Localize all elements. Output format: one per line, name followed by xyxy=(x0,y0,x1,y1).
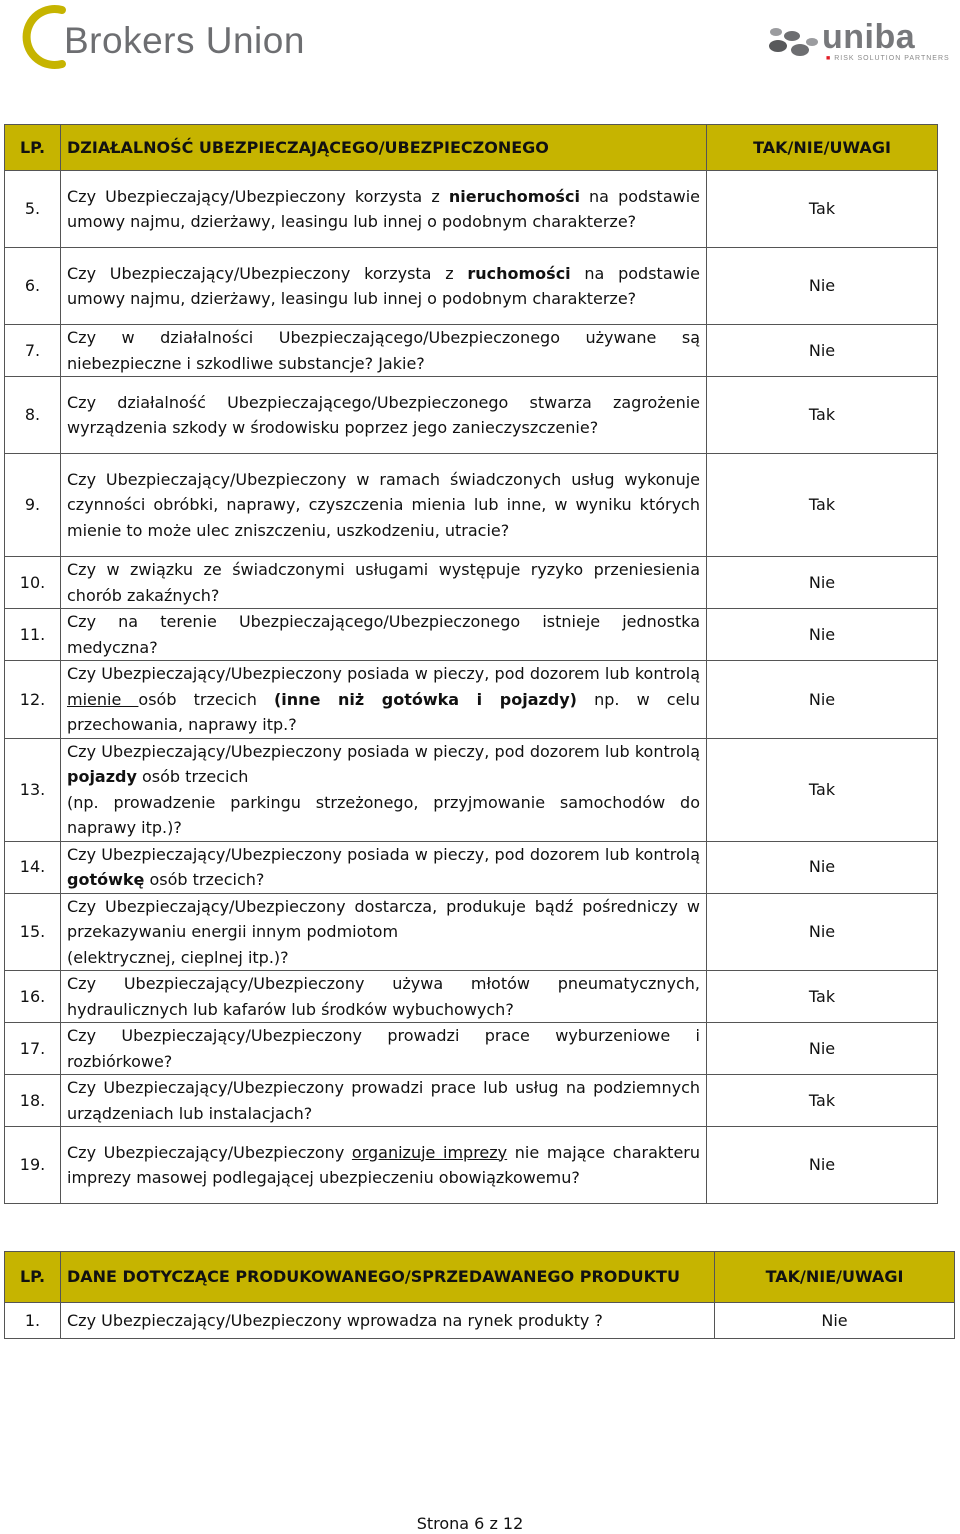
table-row xyxy=(5,1023,938,1075)
table-row xyxy=(5,661,938,739)
answer-cell: Tak xyxy=(707,377,938,454)
table-row xyxy=(5,171,938,248)
page-number: Strona 6 z 12 xyxy=(416,1514,524,1533)
uniba-logo xyxy=(766,18,956,68)
brokers-union-c-icon xyxy=(14,4,70,70)
row-number: 5. xyxy=(5,171,61,248)
row-number: 7. xyxy=(5,325,61,377)
table-row xyxy=(5,325,938,377)
row-number: 8. xyxy=(5,377,61,454)
product-table xyxy=(4,1251,955,1339)
question-cell: Czy Ubezpieczający/Ubezpieczony wprowadza na rynek produkty ? xyxy=(61,1303,715,1339)
question-cell: Czy Ubezpieczający/Ubezpieczony korzysta z ruchomości na podstawie umowy najmu, dzierżawy, leasingu lub innej o podobnym charakterze? xyxy=(61,248,707,325)
row-number: 13. xyxy=(5,738,61,841)
question-cell: Czy Ubezpieczający/Ubezpieczony posiada w pieczy, pod dozorem lub kontrolą gotówkę osób trzecich? xyxy=(61,841,707,893)
logo-right-tagline: ■ RISK SOLUTION PARTNERS xyxy=(826,55,950,62)
table-row xyxy=(5,971,938,1023)
logo-left-text: Brokers Union xyxy=(64,20,305,61)
header-activity: DZIAŁALNOŚĆ UBEZPIECZAJĄCEGO/UBEZPIECZONEGO xyxy=(61,125,707,171)
header-product: DANE DOTYCZĄCE PRODUKOWANEGO/SPRZEDAWANEGO PRODUKTU xyxy=(61,1252,715,1303)
table-row xyxy=(5,1303,955,1339)
table-row xyxy=(5,1075,938,1127)
row-number: 15. xyxy=(5,893,61,971)
table-row xyxy=(5,738,938,841)
table-row xyxy=(5,1127,938,1204)
header-answer: TAK/NIE/UWAGI xyxy=(715,1252,955,1303)
row-number: 17. xyxy=(5,1023,61,1075)
question-cell: Czy w związku ze świadczonymi usługami występuje ryzyko przeniesienia chorób zakaźnych? xyxy=(61,557,707,609)
answer-cell: Nie xyxy=(707,1023,938,1075)
question-cell: Czy Ubezpieczający/Ubezpieczony używa młotów pneumatycznych, hydraulicznych lub kafarów lub środków wybuchowych? xyxy=(61,971,707,1023)
question-cell: Czy Ubezpieczający/Ubezpieczony korzysta z nieruchomości na podstawie umowy najmu, dzierżawy, leasingu lub innej o podobnym charakterze? xyxy=(61,171,707,248)
answer-cell: Tak xyxy=(707,971,938,1023)
question-cell: Czy Ubezpieczający/Ubezpieczony prowadzi prace lub usług na podziemnych urządzeniach lub instalacjach? xyxy=(61,1075,707,1127)
answer-cell: Tak xyxy=(707,738,938,841)
answer-cell: Nie xyxy=(707,325,938,377)
row-number: 16. xyxy=(5,971,61,1023)
answer-cell: Nie xyxy=(707,248,938,325)
table-row xyxy=(5,557,938,609)
answer-cell: Nie xyxy=(707,1127,938,1204)
table-row xyxy=(5,841,938,893)
header-answer: TAK/NIE/UWAGI xyxy=(707,125,938,171)
answer-cell: Tak xyxy=(707,1075,938,1127)
activity-table xyxy=(4,124,938,1204)
answer-cell: Nie xyxy=(707,557,938,609)
row-number: 11. xyxy=(5,609,61,661)
table-row xyxy=(5,377,938,454)
row-number: 14. xyxy=(5,841,61,893)
answer-cell: Tak xyxy=(707,454,938,557)
table-row xyxy=(5,609,938,661)
answer-cell: Nie xyxy=(707,841,938,893)
row-number: 12. xyxy=(5,661,61,739)
question-cell: Czy w działalności Ubezpieczającego/Ubezpieczonego używane są niebezpieczne i szkodliwe substancje? Jakie? xyxy=(61,325,707,377)
answer-cell: Nie xyxy=(707,609,938,661)
table-row xyxy=(5,248,938,325)
answer-cell: Nie xyxy=(707,893,938,971)
question-cell: Czy Ubezpieczający/Ubezpieczony dostarcza, produkuje bądź pośredniczy w przekazywaniu energii innym podmiotom (elektrycznej, cieplnej itp.)? xyxy=(61,893,707,971)
row-number: 6. xyxy=(5,248,61,325)
question-cell: Czy Ubezpieczający/Ubezpieczony w ramach świadczonych usług wykonuje czynności obróbki, naprawy, czyszczenia mienia lub inne, w wyniku których mienie to może ulec zniszczeniu, uszkodzeniu, utracie? xyxy=(61,454,707,557)
question-cell: Czy Ubezpieczający/Ubezpieczony prowadzi prace wyburzeniowe i rozbiórkowe? xyxy=(61,1023,707,1075)
row-number: 10. xyxy=(5,557,61,609)
table-row xyxy=(5,893,938,971)
question-cell: Czy Ubezpieczający/Ubezpieczony organizuje imprezy nie mające charakteru imprezy masowej podlegającej ubezpieczeniu obowiązkowemu? xyxy=(61,1127,707,1204)
row-number: 1. xyxy=(5,1303,61,1339)
question-cell: Czy na terenie Ubezpieczającego/Ubezpieczonego istnieje jednostka medyczna? xyxy=(61,609,707,661)
question-cell: Czy Ubezpieczający/Ubezpieczony posiada w pieczy, pod dozorem lub kontrolą mienie osób trzecich (inne niż gotówka i pojazdy) np. w celu przechowania, naprawy itp.? xyxy=(61,661,707,739)
answer-cell: Nie xyxy=(715,1303,955,1339)
header-lp: LP. xyxy=(5,1252,61,1303)
logo-right-text: uniba xyxy=(822,18,916,56)
question-cell: Czy działalność Ubezpieczającego/Ubezpieczonego stwarza zagrożenie wyrządzenia szkody w środowisku poprzez jego zanieczyszczenie? xyxy=(61,377,707,454)
row-number: 19. xyxy=(5,1127,61,1204)
header-lp: LP. xyxy=(5,125,61,171)
table-row xyxy=(5,454,938,557)
row-number: 18. xyxy=(5,1075,61,1127)
answer-cell: Nie xyxy=(707,661,938,739)
row-number: 9. xyxy=(5,454,61,557)
answer-cell: Tak xyxy=(707,171,938,248)
question-cell: Czy Ubezpieczający/Ubezpieczony posiada w pieczy, pod dozorem lub kontrolą pojazdy osób trzecich (np. prowadzenie parkingu strzeżonego, przyjmowanie samochodów do naprawy itp.)? xyxy=(61,738,707,841)
uniba-dots-icon xyxy=(766,24,822,60)
